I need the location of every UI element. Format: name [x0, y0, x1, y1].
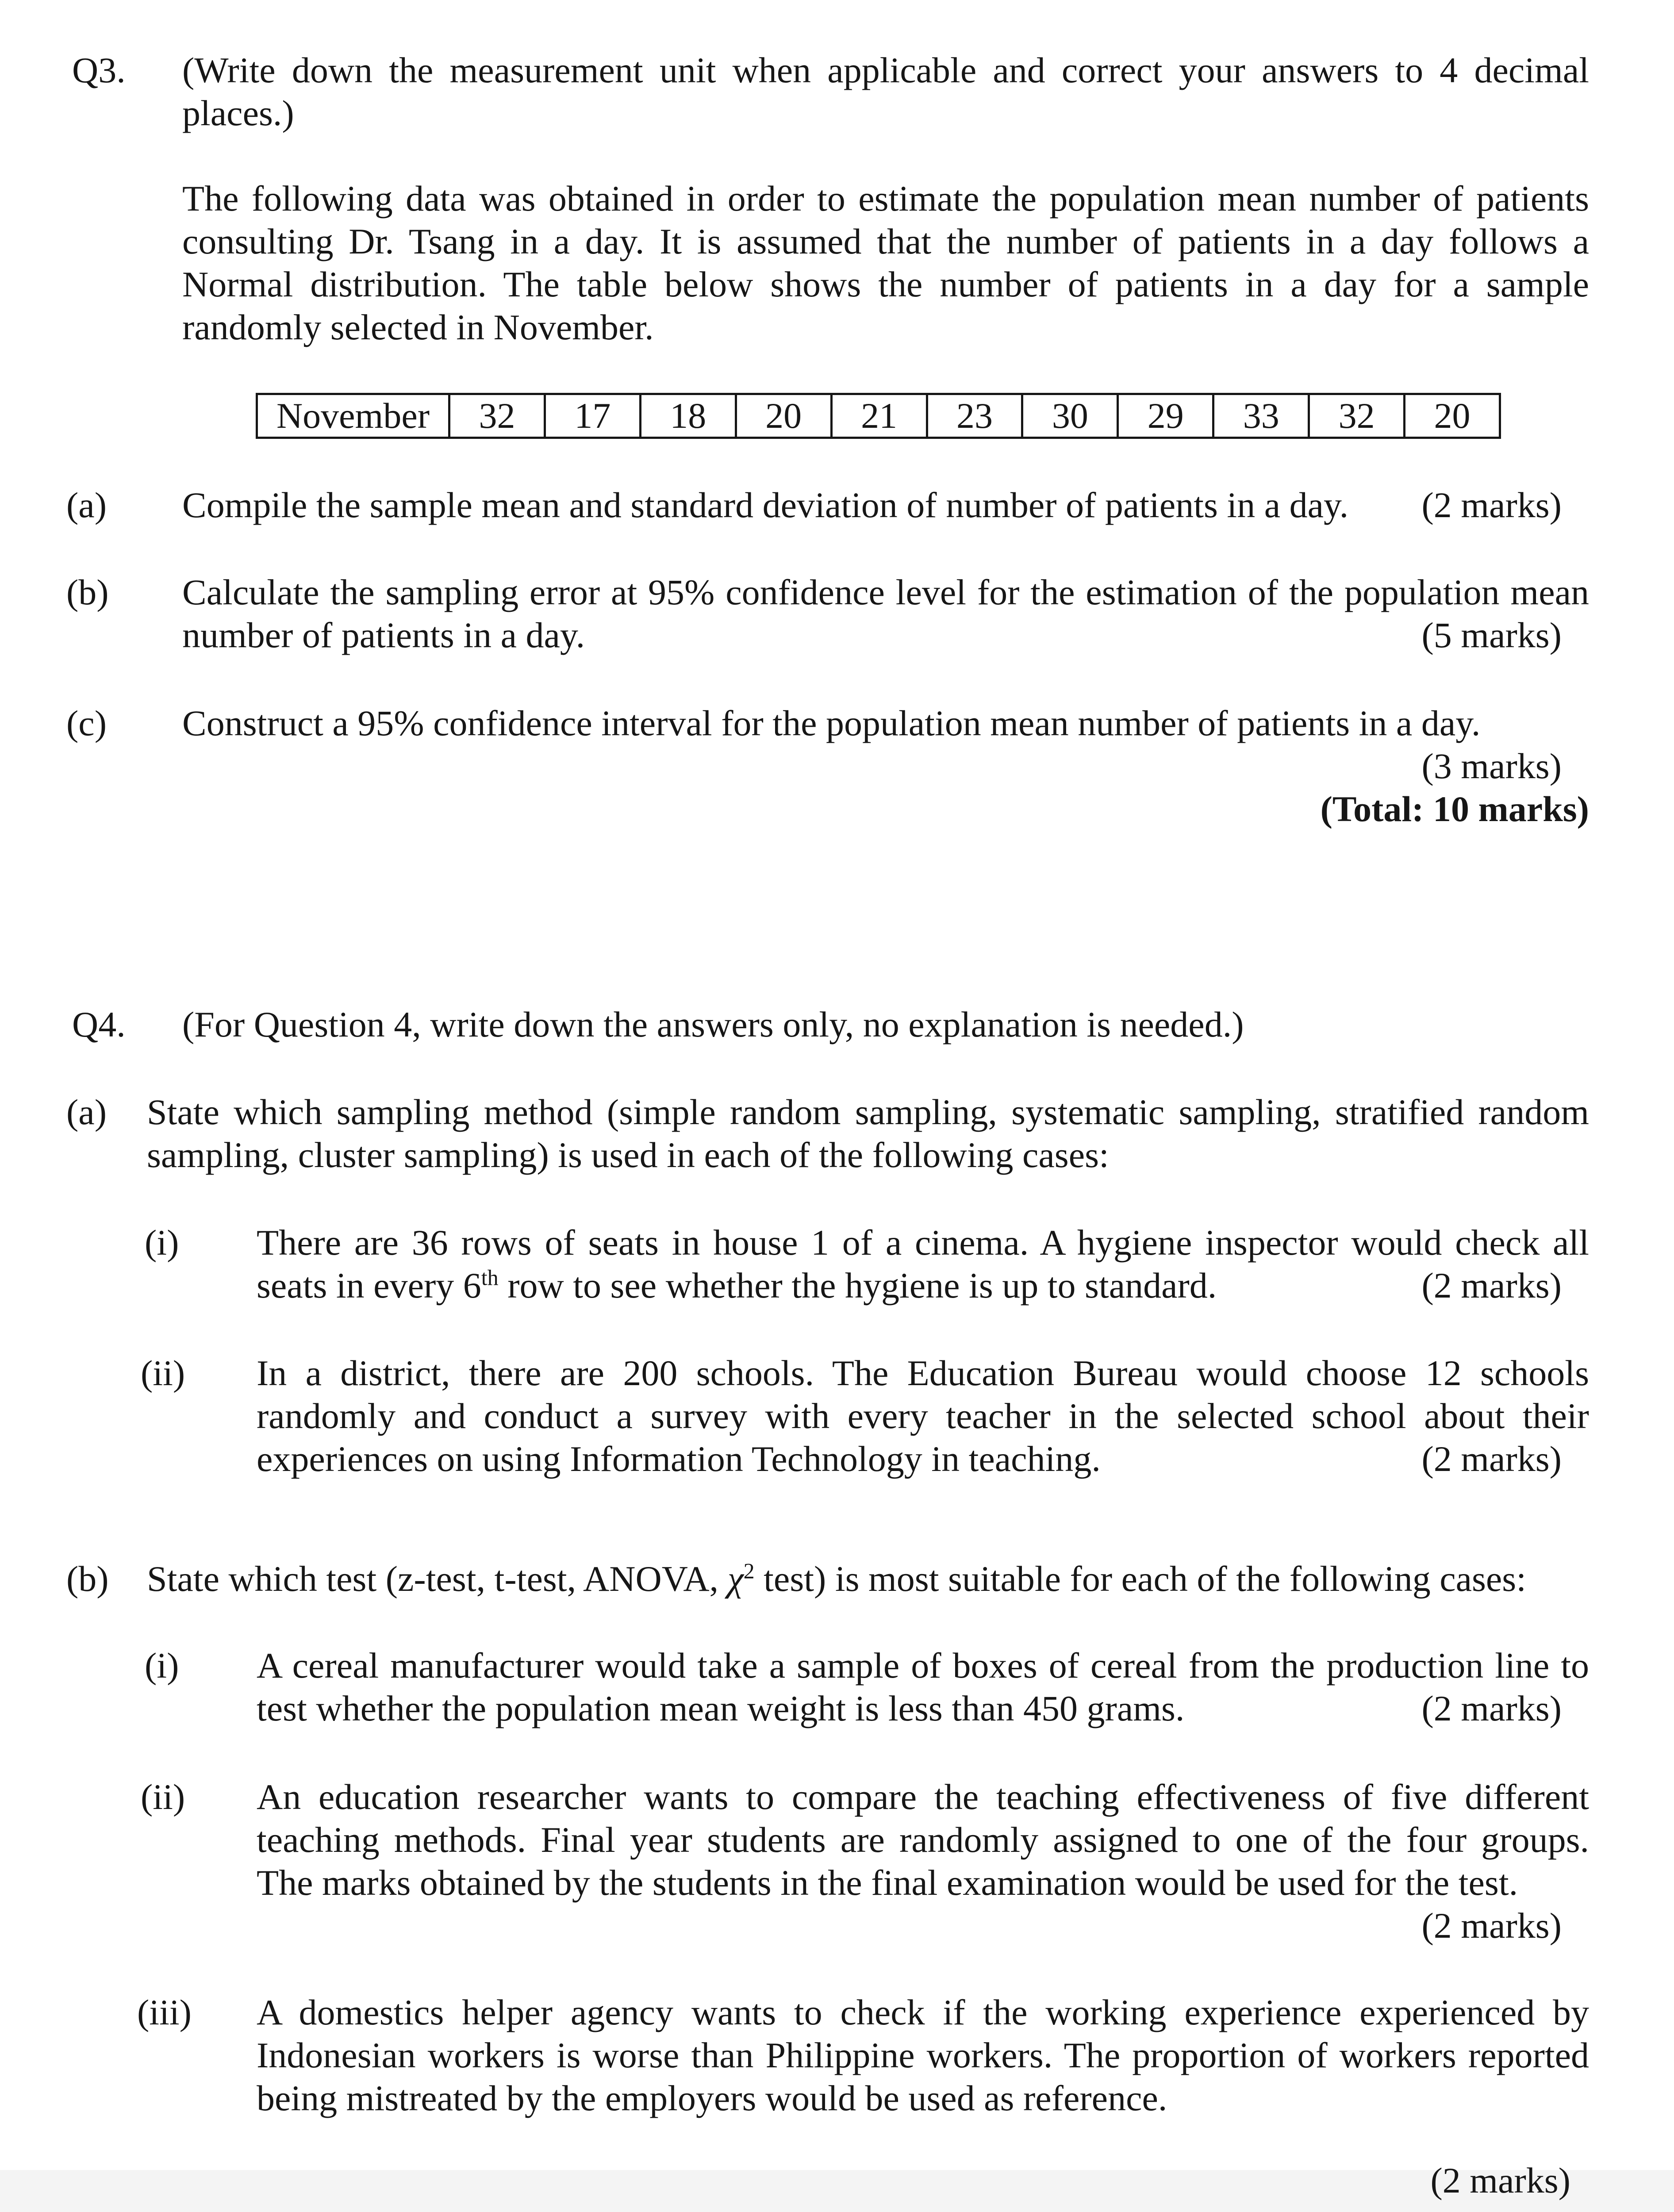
- q4-a-i-line-2-part-1: seats in every 6: [257, 1265, 481, 1306]
- table-row: [257, 394, 1500, 438]
- q3-intro-line-1: The following data was obtained in order to estimate the population mean number of patients: [182, 178, 1589, 219]
- q4-a-ii-label: (ii): [141, 1353, 185, 1393]
- q3-intro-line-3: Normal distribution. The table below shows the number of patients in a day for a sample: [182, 264, 1589, 304]
- q3-part-b-marks: (5 marks): [1421, 615, 1562, 655]
- q4-part-b-label: (b): [66, 1559, 109, 1599]
- q4-b-ii-line-3: The marks obtained by the students in the final examination would be used for the test.: [257, 1863, 1518, 1903]
- table-row-label: November: [257, 394, 449, 438]
- q4-a-i-line-2-part-2: row to see whether the hygiene is up to standard.: [498, 1265, 1217, 1306]
- q4-a-i-marks: (2 marks): [1421, 1265, 1562, 1306]
- q4-number: Q4.: [72, 1004, 126, 1045]
- table-cell: 30: [1022, 394, 1118, 438]
- q4-part-b-line-post: test) is most suitable for each of the following cases:: [754, 1559, 1526, 1599]
- q4-part-a-line-2: sampling, cluster sampling) is used in each of the following cases:: [147, 1135, 1109, 1175]
- q4-b-i-line-2: test whether the population mean weight is less than 450 grams.: [257, 1688, 1185, 1728]
- table-cell: 33: [1213, 394, 1309, 438]
- q4-a-i-line-1: There are 36 rows of seats in house 1 of a cinema. A hygiene inspector would check all: [257, 1222, 1589, 1263]
- q4-a-ii-marks: (2 marks): [1421, 1439, 1562, 1479]
- table-cell: 23: [927, 394, 1022, 438]
- superscript-th: th: [481, 1265, 499, 1290]
- patients-table: [256, 393, 1501, 439]
- table-cell: 20: [1405, 394, 1500, 438]
- q3-part-a-text: Compile the sample mean and standard deviation of number of patients in a day.: [182, 485, 1349, 525]
- q3-part-a-label: (a): [66, 485, 107, 525]
- q3-instructions-line-1: (Write down the measurement unit when applicable and correct your answers to 4 decimal: [182, 50, 1589, 90]
- table-cell: 20: [736, 394, 831, 438]
- q4-b-ii-label: (ii): [141, 1777, 185, 1817]
- q3-part-b-label: (b): [66, 572, 109, 612]
- q4-a-ii-line-3: experiences on using Information Technology in teaching.: [257, 1439, 1101, 1479]
- q4-b-iii-label: (iii): [137, 1992, 192, 2032]
- q3-part-b-line-2: number of patients in a day.: [182, 615, 585, 655]
- q4-instructions: (For Question 4, write down the answers only, no explanation is needed.): [182, 1004, 1244, 1045]
- q3-part-b-line-1: Calculate the sampling error at 95% confidence level for the estimation of the population mean: [182, 572, 1589, 612]
- q4-b-ii-line-1: An education researcher wants to compare the teaching effectiveness of five different: [257, 1777, 1589, 1817]
- q4-b-iii-line-2: Indonesian workers is worse than Philippine workers. The proportion of workers reported: [257, 2035, 1589, 2075]
- q4-part-b-line: [147, 1557, 1526, 1600]
- q4-b-iii-line-3: being mistreated by the employers would be used as reference.: [257, 2078, 1167, 2118]
- table-cell: 32: [449, 394, 545, 438]
- q3-instructions-line-2: places.): [182, 93, 294, 133]
- table-cell: 17: [545, 394, 640, 438]
- chi-symbol: χ: [727, 1559, 744, 1599]
- table-cell: 32: [1309, 394, 1405, 438]
- q4-a-ii-line-2: randomly and conduct a survey with every teacher in the selected school about their: [257, 1396, 1589, 1436]
- q4-part-b-line-pre: State which test (z-test, t-test, ANOVA,: [147, 1559, 728, 1599]
- q4-b-iii-line-1: A domestics helper agency wants to check if the working experience experienced by: [257, 1992, 1589, 2032]
- q3-total-marks: (Total: 10 marks): [1320, 789, 1589, 829]
- q3-part-a-marks: (2 marks): [1421, 485, 1562, 525]
- q4-b-i-label: (i): [145, 1645, 179, 1686]
- table-cell: 18: [640, 394, 736, 438]
- q4-b-i-line-1: A cereal manufacturer would take a sample of boxes of cereal from the production line to: [257, 1645, 1589, 1686]
- q4-b-ii-line-2: teaching methods. Final year students are randomly assigned to one of the four groups.: [257, 1820, 1589, 1860]
- q4-b-ii-marks: (2 marks): [1421, 1905, 1562, 1946]
- q4-a-i-line-2: [257, 1264, 1217, 1307]
- q3-part-c-marks: (3 marks): [1421, 746, 1562, 786]
- q4-a-i-label: (i): [145, 1222, 179, 1263]
- table-cell: 21: [831, 394, 927, 438]
- q3-intro-line-2: consulting Dr. Tsang in a day. It is assumed that the number of patients in a day follows a: [182, 221, 1589, 261]
- q4-b-i-marks: (2 marks): [1421, 1688, 1562, 1728]
- q3-part-c-label: (c): [66, 703, 107, 743]
- q3-number: Q3.: [72, 50, 126, 90]
- q3-intro-line-4: randomly selected in November.: [182, 307, 654, 347]
- table-cell: 29: [1118, 394, 1213, 438]
- q4-b-iii-marks: (2 marks): [1430, 2160, 1570, 2200]
- q4-part-a-label: (a): [66, 1092, 107, 1132]
- q4-a-ii-line-1: In a district, there are 200 schools. The Education Bureau would choose 12 schools: [257, 1353, 1589, 1393]
- q4-part-a-line-1: State which sampling method (simple random sampling, systematic sampling, stratified random: [147, 1092, 1589, 1132]
- chi-superscript: 2: [743, 1558, 755, 1583]
- q3-part-c-text: Construct a 95% confidence interval for the population mean number of patients in a day.: [182, 703, 1481, 743]
